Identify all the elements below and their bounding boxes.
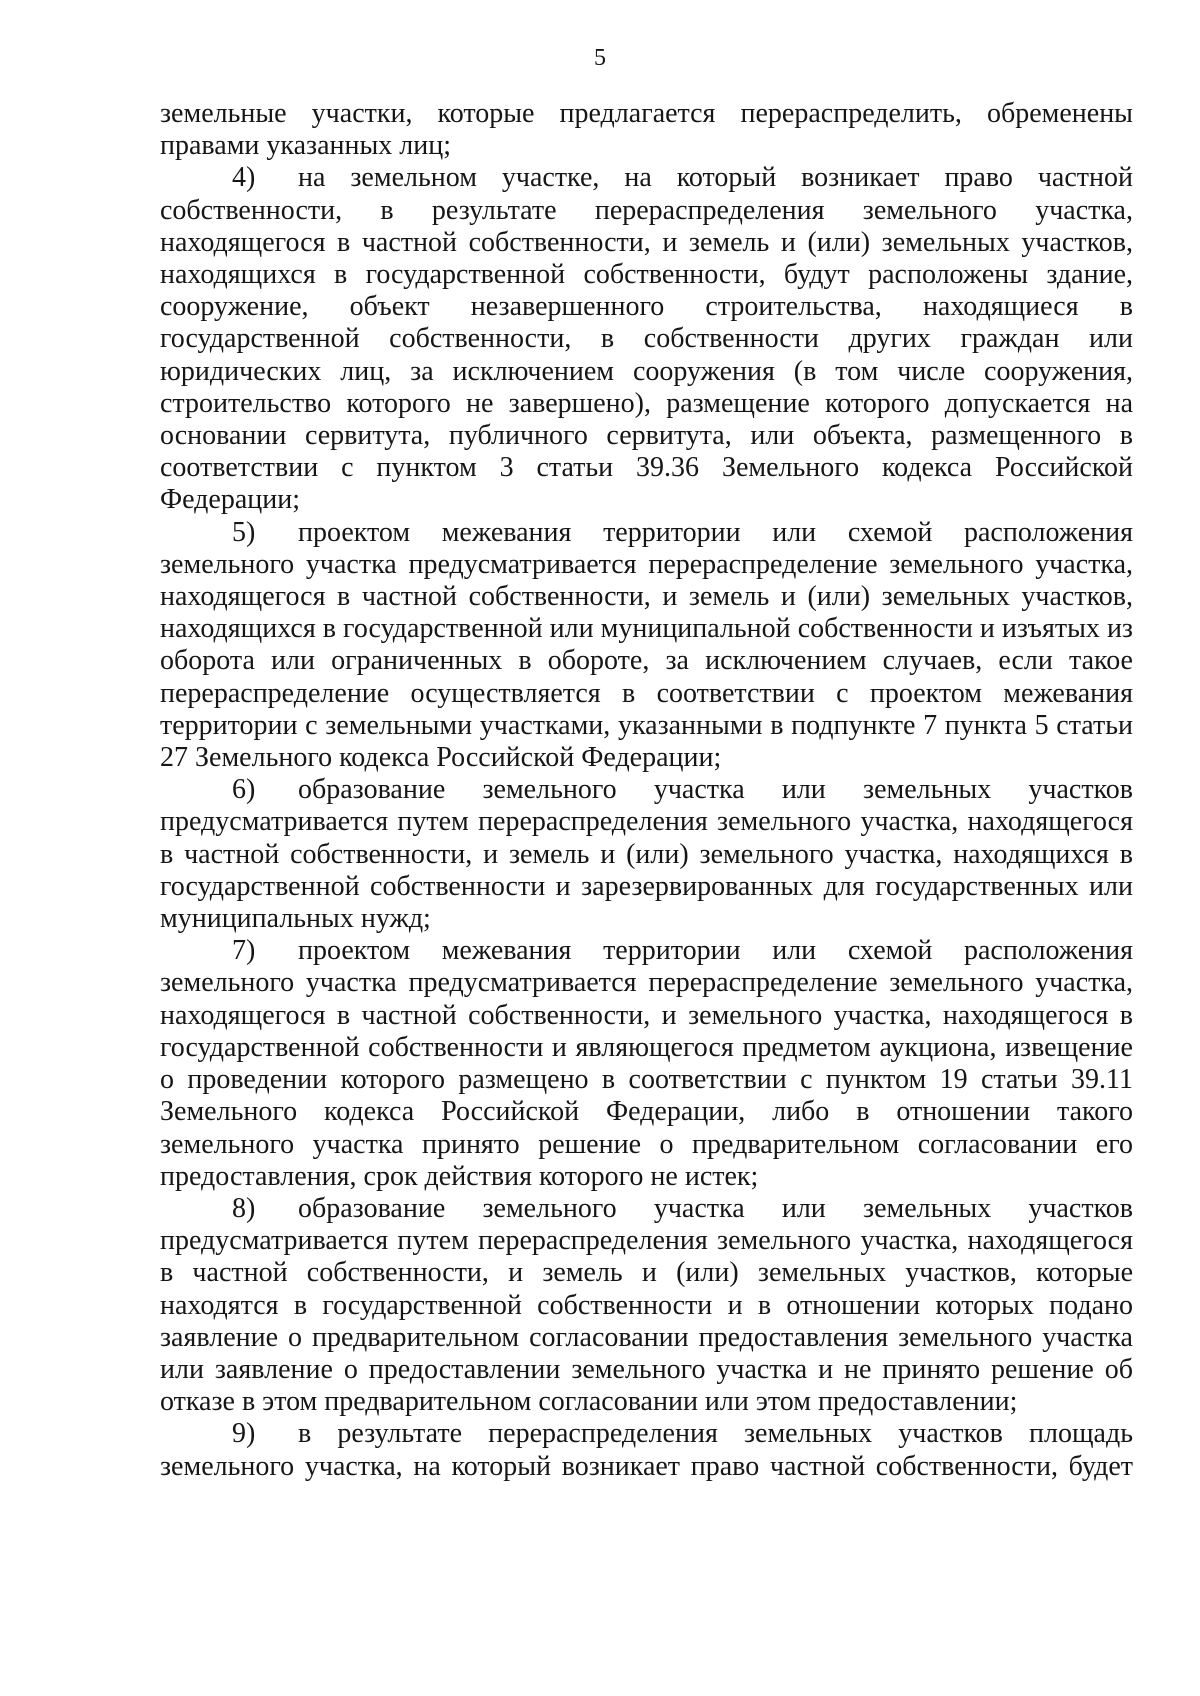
document-body [160,98,1133,1483]
list-item-number: 5) [232,516,256,548]
list-item-text: проектом межевания территории или схемой расположения земельного участка предусматривается перераспределение земельного участка, находящегося в частной собственности, и земельного участка, находящегося в государственной собственности и являющегося предметом аукциона, извещение о проведении которого размещено в соответствии с пунктом 19 статьи 39.11 Земельного кодекса Российской Федерации, либо в отношении такого земельного участка принято решение о предварительном согласовании его предоставления, срок действия которого не истек; [160,935,1133,1192]
list-item-text: в результате перераспределения земельных участков площадь земельного участка, на который возникает право частной собственности, будет [160,1418,1133,1482]
list-item-9 [160,1418,1133,1482]
list-item-8 [160,1193,1133,1418]
list-item-5 [160,517,1133,775]
list-item-4 [160,162,1133,516]
list-item-text: образование земельного участка или земельных участков предусматривается путем перераспределения земельного участка, находящегося в частной собственности, и земель и (или) земельных участков, которые находятся в государственной собственности и в отношении которых подано заявление о предварительном согласовании предоставления земельного участка или заявление о предоставлении земельного участка и не принято решение об отказе в этом предварительном согласовании или этом предоставлении; [160,1192,1133,1418]
list-item-number: 9) [232,1418,256,1450]
list-item-number: 6) [232,774,256,806]
list-item-number: 7) [232,935,256,967]
paragraph-continuation: земельные участки, которые предлагается перераспределить, обременены правами указанных лиц; [160,98,1133,162]
list-item-6 [160,774,1133,935]
list-item-7 [160,935,1133,1193]
list-item-number: 8) [232,1192,256,1224]
list-item-number: 4) [232,162,256,194]
list-item-text: проектом межевания территории или схемой расположения земельного участка предусматривается перераспределение земельного участка, находящегося в частной собственности, и земель и (или) земельных участков, находящихся в государственной или муниципальной собственности и изъятых из оборота или ограниченных в обороте, за исключением случаев, если такое перераспределение осуществляется в соответствии с проектом межевания территории с земельными участками, указанными в подпункте 7 пункта 5 статьи 27 Земельного кодекса Российской Федерации; [160,516,1133,774]
list-item-text: образование земельного участка или земельных участков предусматривается путем перераспределения земельного участка, находящегося в частной собственности, и земель и (или) земельного участка, находящихся в государственной собственности и зарезервированных для государственных или муниципальных нужд; [160,774,1133,935]
page-number: 5 [594,45,606,71]
list-item-text: на земельном участке, на который возникает право частной собственности, в результате перераспределения земельного участка, находящегося в частной собственности, и земель и (или) земельных участков, находящихся в государственной собственности, будут расположены здание, сооружение, объект незавершенного строительства, находящиеся в государственной собственности, в собственности других граждан или юридических лиц, за исключением сооружения (в том числе сооружения, строительство которого не завершено), размещение которого допускается на основании сервитута, публичного сервитута, или объекта, размещенного в соответствии с пунктом 3 статьи 39.36 Земельного кодекса Российской Федерации; [160,162,1133,516]
